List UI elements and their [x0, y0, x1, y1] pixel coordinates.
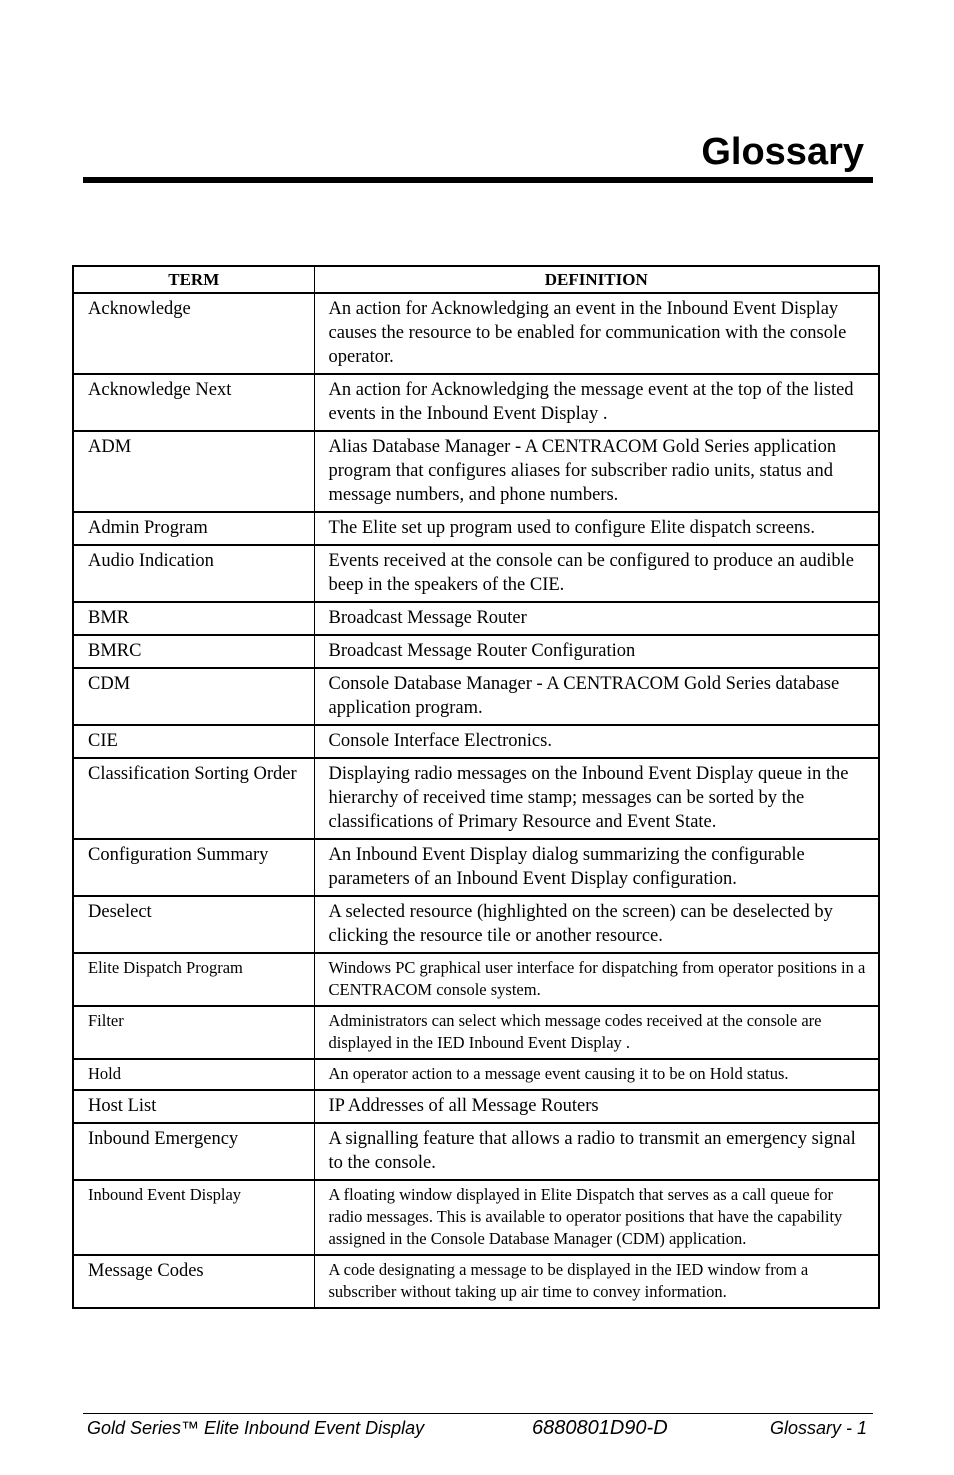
term-cell: Deselect — [73, 896, 314, 953]
term-cell: BMRC — [73, 635, 314, 668]
table-row — [73, 545, 879, 602]
table-row — [73, 602, 879, 635]
definition-cell: A selected resource (highlighted on the screen) can be deselected by clicking the resource tile or another resource. — [314, 896, 879, 953]
table-row — [73, 374, 879, 431]
glossary-table — [72, 265, 880, 1309]
footer-rule — [83, 1413, 873, 1414]
term-cell: Classification Sorting Order — [73, 758, 314, 839]
term-cell: Message Codes — [73, 1255, 314, 1308]
definition-cell: Console Interface Electronics. — [314, 725, 879, 758]
term-cell: Audio Indication — [73, 545, 314, 602]
term-cell: Filter — [73, 1006, 314, 1059]
definition-cell: Windows PC graphical user interface for dispatching from operator positions in a CENTRACOM console system. — [314, 953, 879, 1006]
term-cell: Admin Program — [73, 512, 314, 545]
term-cell: Inbound Emergency — [73, 1123, 314, 1180]
term-cell: Acknowledge — [73, 293, 314, 374]
page-title: Glossary — [701, 131, 864, 173]
definition-cell: An action for Acknowledging the message event at the top of the listed events in the Inbound Event Display . — [314, 374, 879, 431]
title-rule — [83, 177, 873, 183]
term-column-header: TERM — [73, 266, 314, 293]
definition-cell: An operator action to a message event causing it to be on Hold status. — [314, 1059, 879, 1090]
footer-page-number: Glossary - 1 — [769, 1418, 867, 1438]
definition-cell: Broadcast Message Router Configuration — [314, 635, 879, 668]
term-cell: BMR — [73, 602, 314, 635]
term-cell: Acknowledge Next — [73, 374, 314, 431]
table-header-row — [73, 266, 879, 293]
table-row — [73, 725, 879, 758]
definition-cell: Displaying radio messages on the Inbound Event Display queue in the hierarchy of received time stamp; messages can be sorted by the classifications of Primary Resource and Event State. — [314, 758, 879, 839]
definition-cell: A floating window displayed in Elite Dispatch that serves as a call queue for radio messages. This is available to operator positions that have the capability assigned in the Console Database Manager (CDM) application. — [314, 1180, 879, 1255]
definition-cell: IP Addresses of all Message Routers — [314, 1090, 879, 1123]
table-row — [73, 1006, 879, 1059]
definition-cell: An Inbound Event Display dialog summarizing the configurable parameters of an Inbound Event Display configuration. — [314, 839, 879, 896]
definition-cell: A code designating a message to be displayed in the IED window from a subscriber without taking up air time to convey information. — [314, 1255, 879, 1308]
definition-cell: Broadcast Message Router — [314, 602, 879, 635]
table-row — [73, 758, 879, 839]
definition-cell: Alias Database Manager - A CENTRACOM Gold Series application program that configures aliases for subscriber radio units, status and message numbers, and phone numbers. — [314, 431, 879, 512]
table-row — [73, 1059, 879, 1090]
footer-document-title: Gold Series™ Elite Inbound Event Display — [87, 1418, 425, 1438]
term-cell: Hold — [73, 1059, 314, 1090]
definition-cell: An action for Acknowledging an event in the Inbound Event Display causes the resource to be enabled for communication with the console operator. — [314, 293, 879, 374]
table-row — [73, 1123, 879, 1180]
table-row — [73, 512, 879, 545]
definition-column-header: DEFINITION — [314, 266, 879, 293]
footer-document-number: 6880801D90-D — [532, 1417, 668, 1439]
term-cell: Host List — [73, 1090, 314, 1123]
table-row — [73, 293, 879, 374]
definition-cell: A signalling feature that allows a radio to transmit an emergency signal to the console. — [314, 1123, 879, 1180]
term-cell: CIE — [73, 725, 314, 758]
term-cell: ADM — [73, 431, 314, 512]
definition-cell: Console Database Manager - A CENTRACOM Gold Series database application program. — [314, 668, 879, 725]
term-cell: Configuration Summary — [73, 839, 314, 896]
table-row — [73, 1090, 879, 1123]
definition-cell: The Elite set up program used to configure Elite dispatch screens. — [314, 512, 879, 545]
term-cell: Inbound Event Display — [73, 1180, 314, 1255]
term-cell: Elite Dispatch Program — [73, 953, 314, 1006]
table-row — [73, 668, 879, 725]
definition-cell: Events received at the console can be configured to produce an audible beep in the speakers of the CIE. — [314, 545, 879, 602]
table-row — [73, 431, 879, 512]
table-row — [73, 635, 879, 668]
table-row — [73, 1255, 879, 1308]
term-cell: CDM — [73, 668, 314, 725]
table-row — [73, 1180, 879, 1255]
table-row — [73, 839, 879, 896]
definition-cell: Administrators can select which message codes received at the console are displayed in the IED Inbound Event Display . — [314, 1006, 879, 1059]
table-row — [73, 953, 879, 1006]
table-row — [73, 896, 879, 953]
